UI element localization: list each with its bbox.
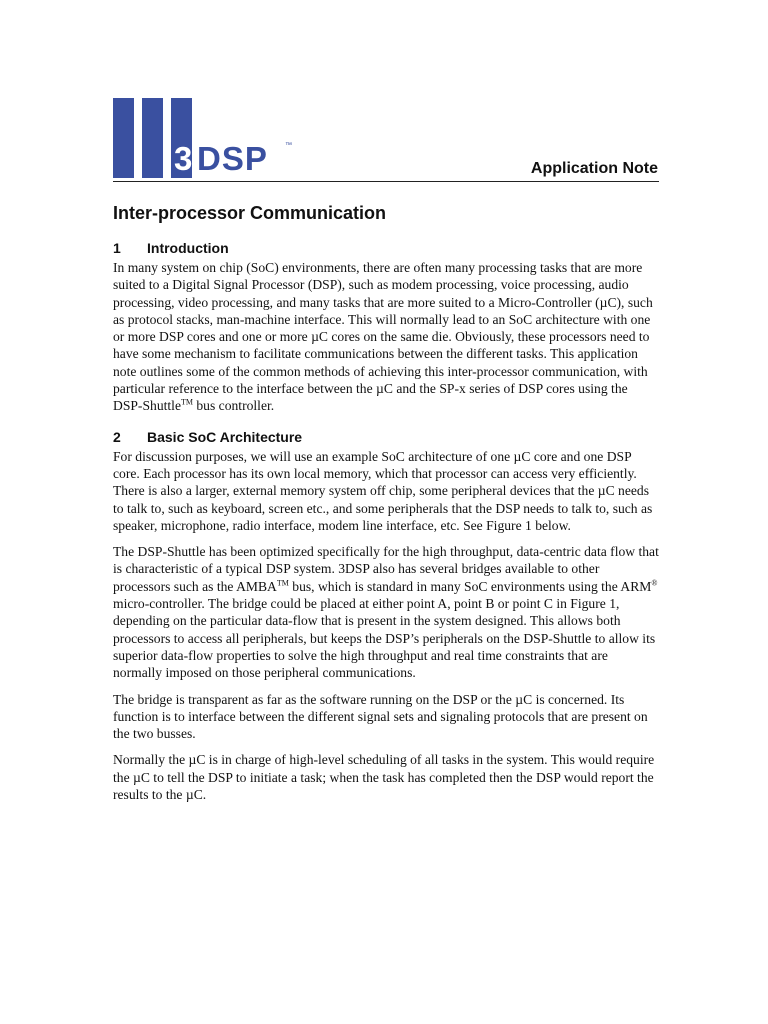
paragraph-text: The DSP-Shuttle has been optimized specifically for the high throughput, data-centric data flow that is characteristic of a typical DSP system. 3DSP also has several bridges available to other processors such as the AMBA (113, 544, 659, 594)
logo-bar (113, 98, 134, 178)
paragraph (113, 543, 659, 681)
paragraph (113, 259, 659, 415)
document-title: Inter-processor Communication (113, 203, 387, 223)
document-body (113, 240, 659, 812)
paragraph (113, 448, 659, 534)
paragraph-text: bus, which is standard in many SoC environments using the ARM (288, 578, 652, 594)
section-title: Basic SoC Architecture (147, 428, 303, 445)
company-logo (113, 98, 313, 178)
section-number: 2 (113, 428, 121, 445)
logo-bar (142, 98, 163, 178)
section-title: Introduction (147, 240, 229, 256)
paragraph-text: In many system on chip (SoC) environments, there are often many processing tasks that are more suited to a Digital Signal Processor (DSP), such as modem processing, voice processing, audio processing, video processing, and many tasks that are more suited to a Micro-Controller (µC), such as protocol stacks, man-machine interface. This will normally lead to an SoC architecture with one or more DSP cores and one or more µC cores on the same die. Obviously, these processors need to have some mechanism to facilitate communications between the different tasks. This application note outlines some of the common methods of achieving this inter-processor communication, with particular reference to the interface between the µC and the SP-x series of DSP cores using the DSP-Shuttle (113, 260, 653, 414)
paragraph-text: The bridge is transparent as far as the software running on the DSP or the µC is concerned. Its function is to interface between the different signal sets and signaling protocols that are present on the two busses. (113, 691, 648, 742)
logo-number: 3 (174, 140, 193, 177)
paragraph-text: bus controller. (192, 398, 275, 414)
paragraph (113, 751, 659, 803)
superscript: ® (651, 578, 658, 588)
section-heading (113, 240, 659, 256)
document-type-label: Application Note (530, 160, 658, 177)
paragraph-text: micro-controller. The bridge could be placed at either point A, point B or point C in Figure 1, depending on the particular data-flow that is present in the system designed. This allows both processors to access all peripherals, but keeps the DSP’s peripherals on the DSP-Shuttle to allow its superior data-flow properties to solve the high throughput and real time constraints that are normally imposed on those peripheral communications. (113, 596, 656, 681)
section-heading (113, 429, 659, 445)
header-divider (113, 181, 659, 182)
paragraph (113, 691, 659, 743)
superscript: TM (180, 397, 193, 407)
superscript: TM (276, 578, 289, 588)
paragraph-text: Normally the µC is in charge of high-level scheduling of all tasks in the system. This would require the µC to tell the DSP to initiate a task; when the task has completed then the DSP would report the results to the µC. (113, 752, 655, 803)
logo-wordmark: DSP (197, 140, 268, 177)
logo-trademark: ™ (285, 142, 292, 149)
section-number: 1 (113, 240, 121, 256)
paragraph-text: For discussion purposes, we will use an example SoC architecture of one µC core and one DSP core. Each processor has its own local memory, which that processor can access very efficiently. There is also a larger, external memory system off chip, some peripheral devices that the µC needs to talk to, such as keyboard, screen etc., and some peripherals that the DSP needs to talk to, such as speaker, microphone, radio interface, modem line interface, etc. See Figure 1 below. (113, 448, 653, 533)
